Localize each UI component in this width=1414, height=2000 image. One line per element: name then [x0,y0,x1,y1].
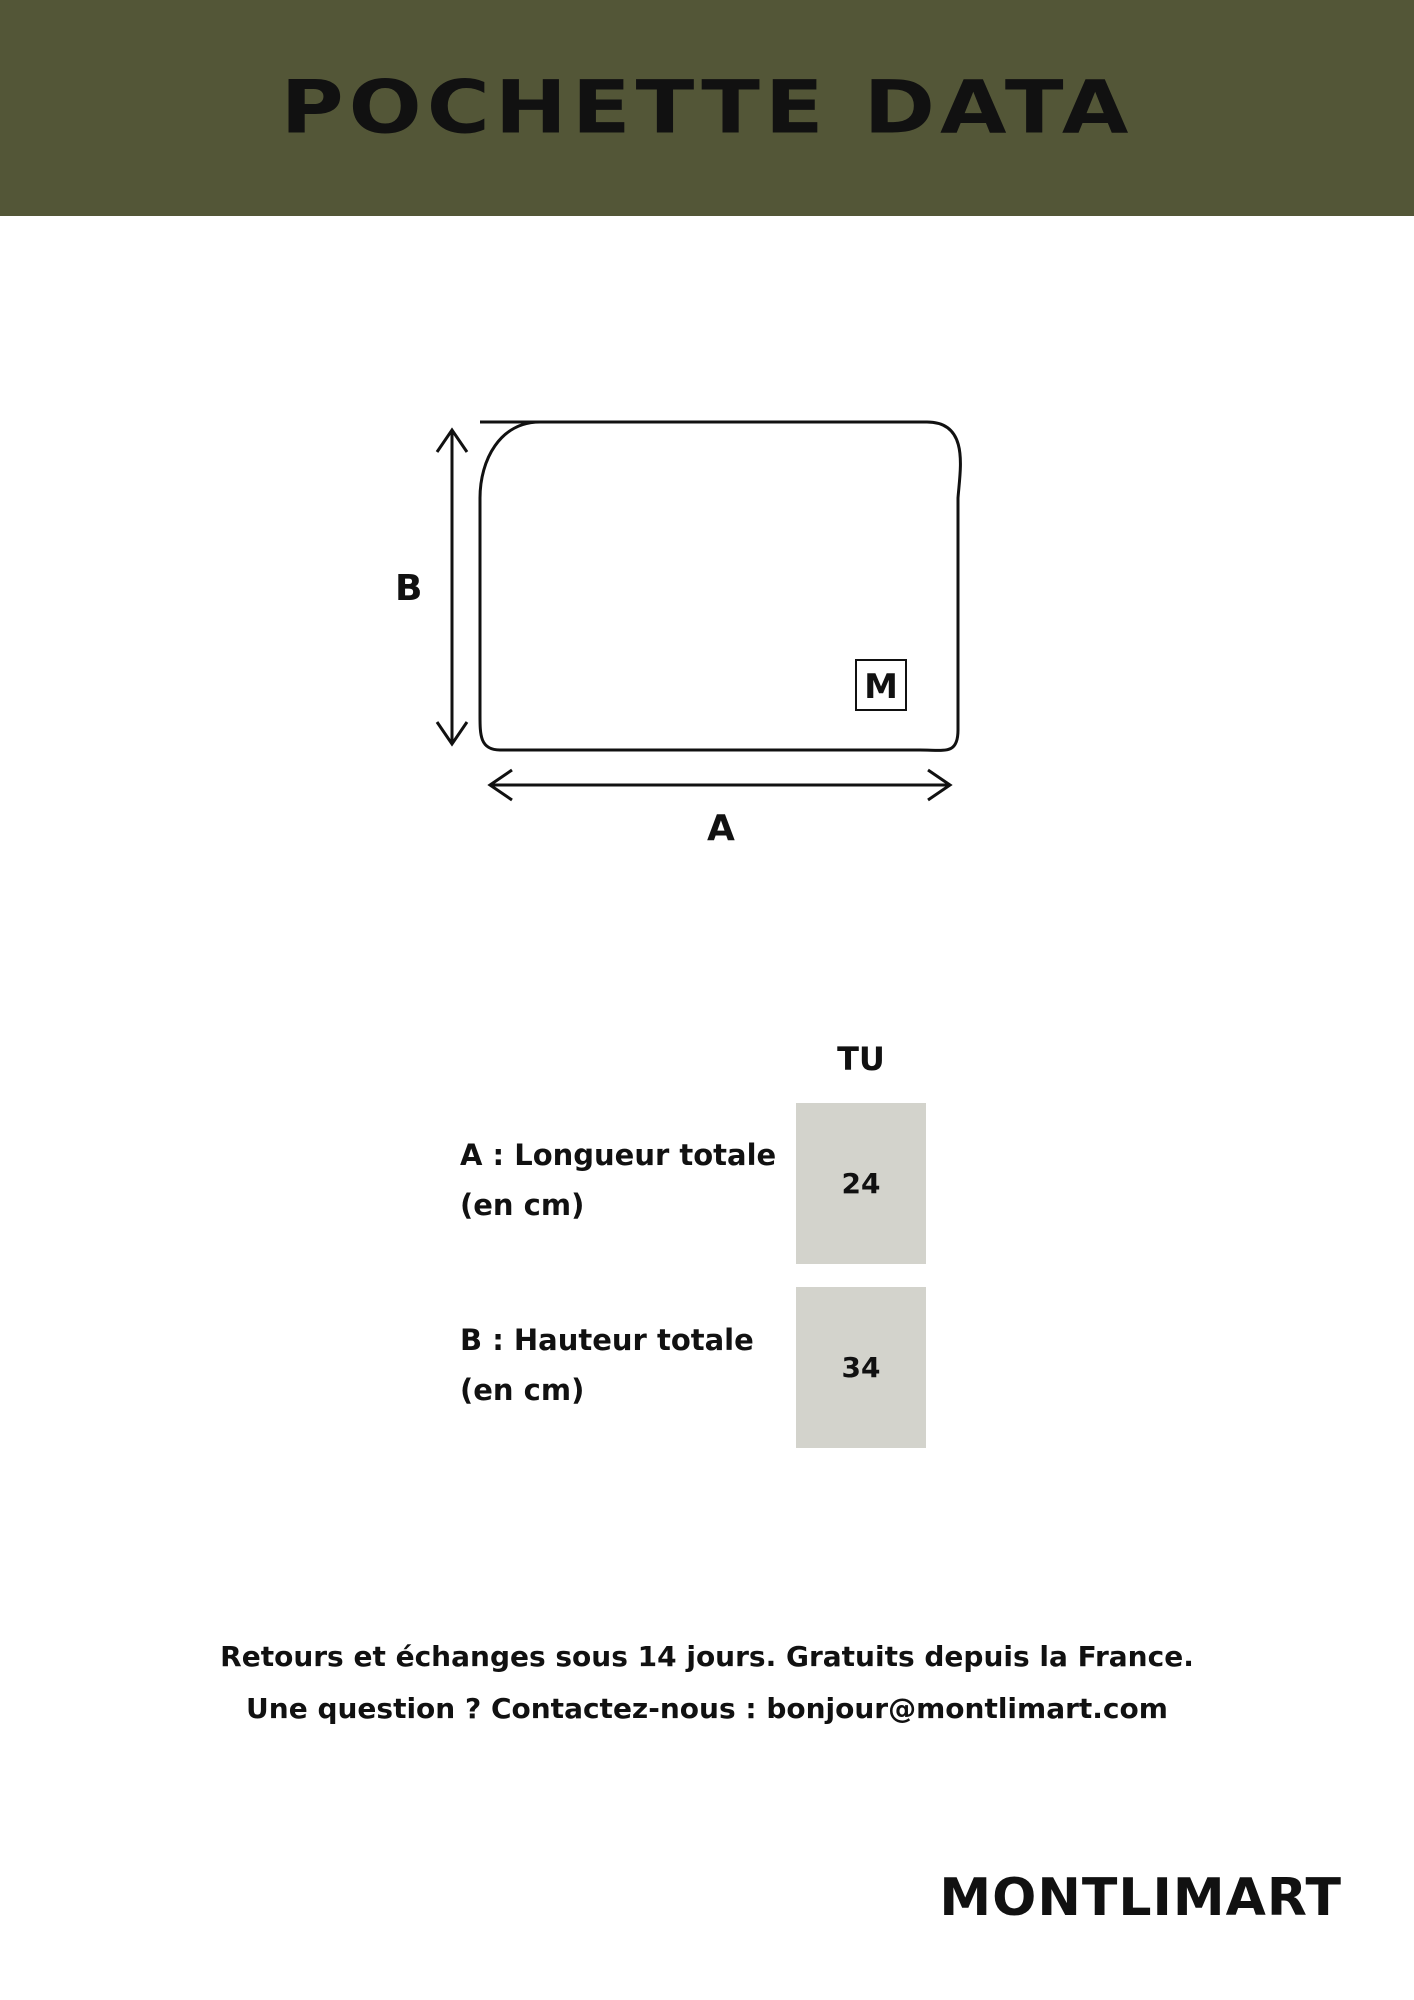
size-value-b: 34 [796,1287,926,1448]
brand-logo: MONTLIMART [939,1868,1342,1928]
header-banner [0,0,1414,216]
row-b-label-line1: B : Hauteur totale [460,1323,754,1357]
dimension-label-a: A [707,808,735,849]
size-row-label-a [460,1130,780,1230]
row-a-label-line1: A : Longueur totale [460,1138,777,1172]
size-row-label-b [460,1315,780,1415]
logo-letter: M [864,667,898,707]
pouch-diagram [380,410,980,870]
returns-note: Retours et échanges sous 14 jours. Gratuits depuis la France. [220,1640,1194,1673]
page-title: POCHETTE DATA [280,65,1134,151]
height-arrow [437,430,467,744]
contact-note: Une question ? Contactez-nous : bonjour@montlimart.com [246,1692,1168,1725]
row-a-label-line2: (en cm) [460,1188,585,1222]
dimension-label-b: B [395,568,423,609]
width-arrow [490,770,950,800]
size-column-header: TU [837,1040,885,1078]
size-value-a: 24 [796,1103,926,1264]
row-b-label-line2: (en cm) [460,1373,585,1407]
